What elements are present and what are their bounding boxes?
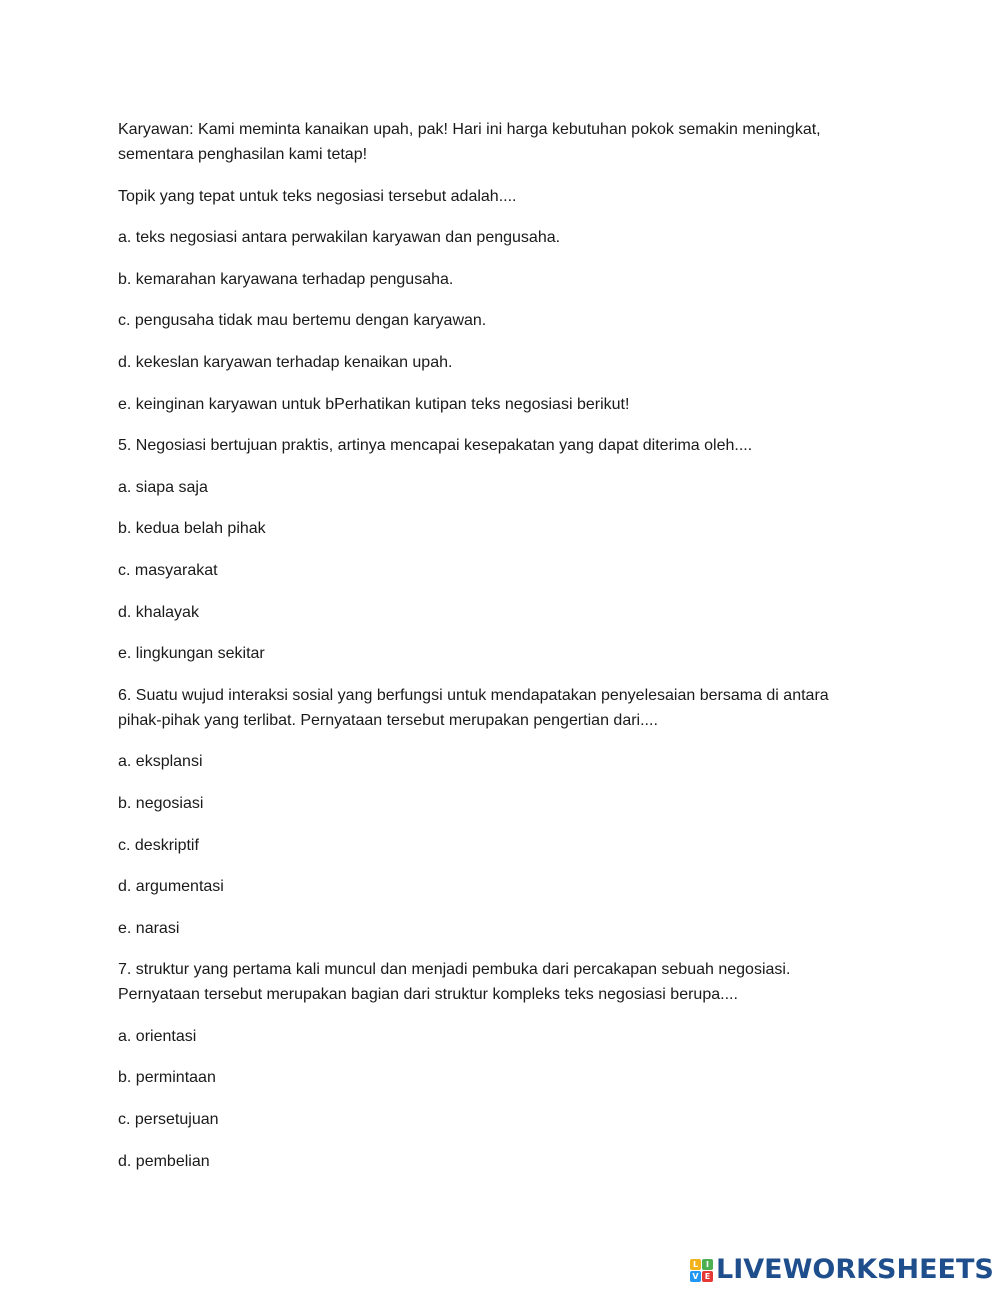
question-4-option-b: b. kemarahan karyawana terhadap pengusaha. <box>118 270 454 288</box>
liveworksheets-logo-icon <box>690 1259 713 1282</box>
question-7-option-a: a. orientasi <box>118 1027 197 1045</box>
question-5-option-a: a. siapa saja <box>118 478 208 496</box>
question-5-option-c: c. masyarakat <box>118 561 218 579</box>
question-5-option-e: e. lingkungan sekitar <box>118 645 265 663</box>
question-6-option-d: d. argumentasi <box>118 878 224 896</box>
liveworksheets-logo[interactable] <box>690 1253 994 1287</box>
question-4-prompt: Topik yang tepat untuk teks negosiasi tersebut adalah.... <box>118 187 517 205</box>
question-7-prompt: 7. struktur yang pertama kali muncul dan menjadi pembuka dari percakapan sebuah negosiasi. Pernyataan tersebut merupakan bagian dari struktur kompleks teks negosiasi berupa.... <box>118 961 791 1004</box>
question-4-option-d: d. kekeslan karyawan terhadap kenaikan upah. <box>118 353 453 371</box>
logo-mark-v: V <box>690 1271 701 1282</box>
logo-mark-l: L <box>690 1259 701 1270</box>
question-4-option-c: c. pengusaha tidak mau bertemu dengan karyawan. <box>118 312 487 330</box>
question-5-option-d: d. khalayak <box>118 603 199 621</box>
logo-mark-e: E <box>702 1271 713 1282</box>
worksheet-body <box>118 117 858 1190</box>
question-5-option-b: b. kedua belah pihak <box>118 520 266 538</box>
question-7-option-c: c. persetujuan <box>118 1111 219 1129</box>
question-4-option-a: a. teks negosiasi antara perwakilan karyawan dan pengusaha. <box>118 229 561 247</box>
logo-mark-i: I <box>702 1259 713 1270</box>
liveworksheets-logo-text: LIVEWORKSHEETS <box>716 1254 994 1285</box>
question-context: Karyawan: Kami meminta kanaikan upah, pak! Hari ini harga kebutuhan pokok semakin meningkat, sementara penghasilan kami tetap! <box>118 121 821 163</box>
question-6-option-a: a. eksplansi <box>118 753 203 771</box>
question-6-option-c: c. deskriptif <box>118 836 199 854</box>
question-6-option-b: b. negosiasi <box>118 794 204 812</box>
question-6-prompt: 6. Suatu wujud interaksi sosial yang berfungsi untuk mendapatakan penyelesaian bersama di antara pihak-pihak yang terlibat. Pernyataan tersebut merupakan pengertian dari.... <box>118 686 829 729</box>
question-4-option-e: e. keinginan karyawan untuk bPerhatikan kutipan teks negosiasi berikut! <box>118 395 630 413</box>
question-6-option-e: e. narasi <box>118 919 180 937</box>
question-5-prompt: 5. Negosiasi bertujuan praktis, artinya mencapai kesepakatan yang dapat diterima oleh.... <box>118 437 753 455</box>
question-7-option-d: d. pembelian <box>118 1152 210 1170</box>
question-7-option-b: b. permintaan <box>118 1069 216 1087</box>
